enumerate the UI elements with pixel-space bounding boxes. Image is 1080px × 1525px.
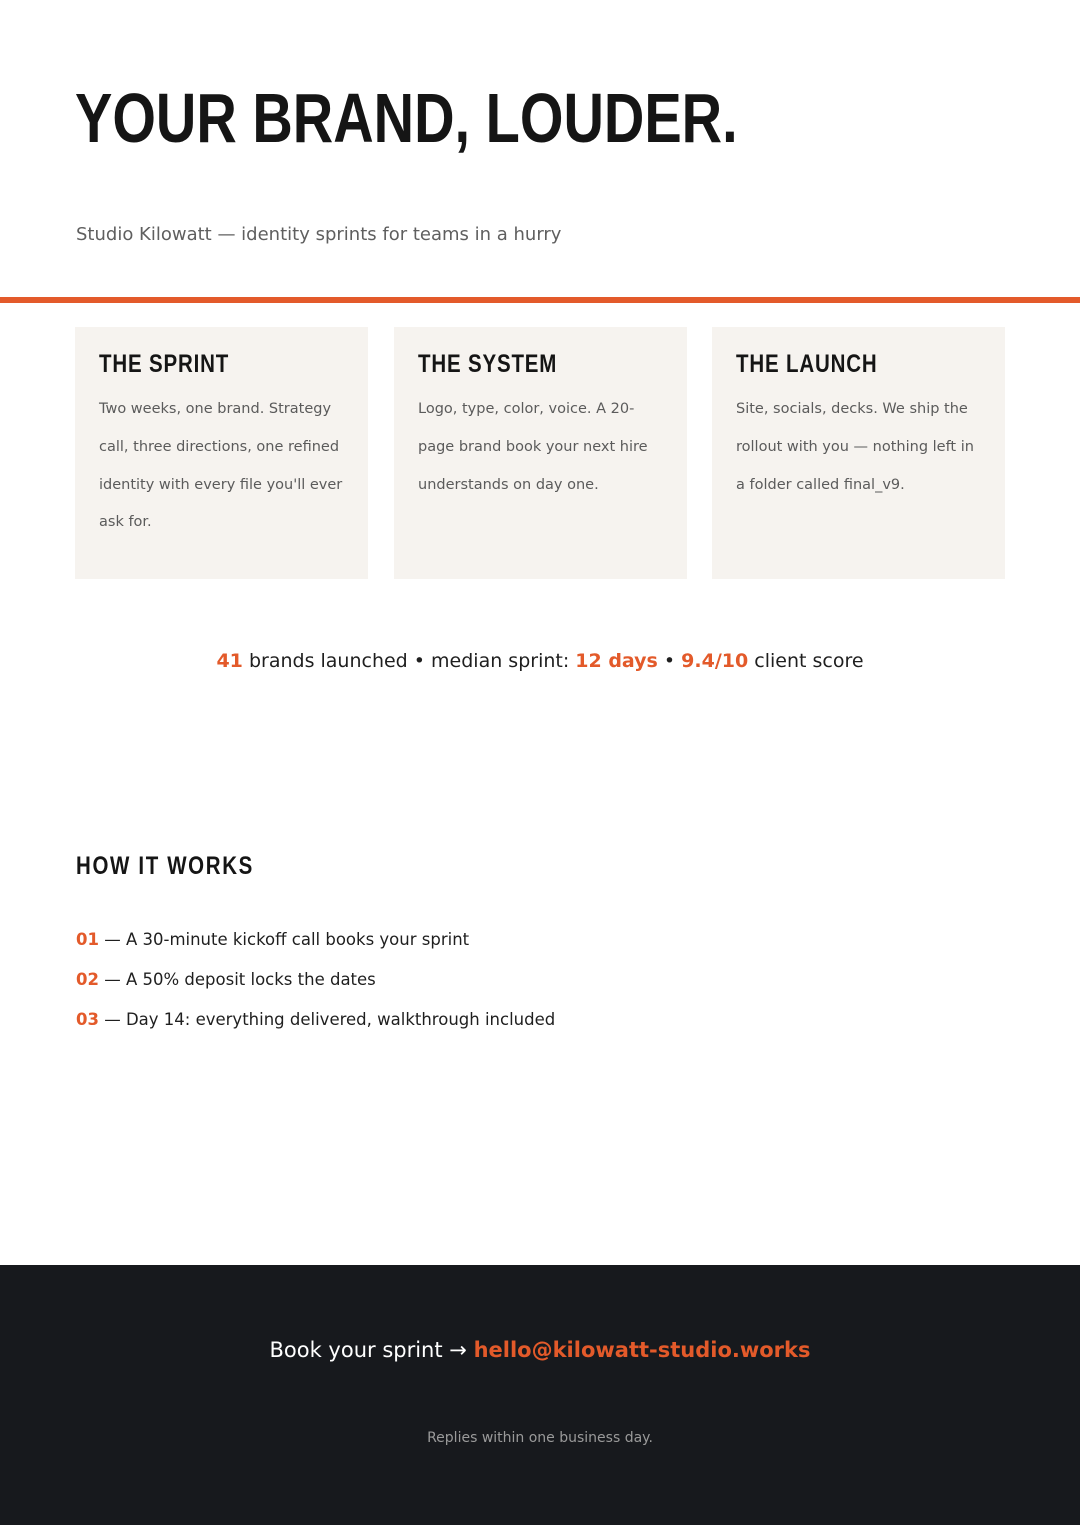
card-system (394, 327, 687, 579)
client-score-value: 9.4/10 (681, 650, 749, 672)
steps-list (76, 920, 555, 1040)
card-title: THE SPRINT (99, 350, 230, 378)
step-item (76, 960, 555, 1000)
median-sprint-value: 12 days (575, 650, 658, 672)
page-title: YOUR BRAND, LOUDER. (75, 79, 738, 157)
email-link[interactable]: hello@kilowatt-studio.works (473, 1338, 811, 1362)
stats-separator: • (657, 650, 682, 672)
section-title-how-it-works: HOW IT WORKS (76, 852, 254, 880)
card-text: Site, socials, decks. We ship the rollout with you — nothing left in a folder called final_v9. (736, 401, 974, 493)
cta-line (0, 1338, 1080, 1362)
step-item (76, 920, 555, 960)
card-title: THE LAUNCH (736, 350, 878, 378)
cta-text: Book your sprint → (269, 1338, 474, 1362)
client-score-label: client score (748, 650, 864, 672)
step-number: 01 (76, 930, 99, 949)
step-text: — Day 14: everything delivered, walkthrough included (98, 1010, 556, 1029)
card-sprint (75, 327, 368, 579)
brands-label: brands launched • median sprint: (242, 650, 576, 672)
step-text: — A 50% deposit locks the dates (98, 970, 376, 989)
step-number: 03 (76, 1010, 99, 1029)
accent-divider (0, 297, 1080, 303)
brands-count: 41 (216, 650, 243, 672)
footer (0, 1265, 1080, 1525)
card-title: THE SYSTEM (418, 350, 558, 378)
reply-note: Replies within one business day. (427, 1430, 653, 1446)
stats-line (0, 650, 1080, 672)
step-text: — A 30-minute kickoff call books your sprint (98, 930, 470, 949)
step-number: 02 (76, 970, 99, 989)
card-text: Logo, type, color, voice. A 20-page brand book your next hire understands on day one. (418, 401, 648, 493)
tagline: Studio Kilowatt — identity sprints for teams in a hurry (76, 224, 562, 245)
step-item (76, 1000, 555, 1040)
card-launch (712, 327, 1005, 579)
card-text: Two weeks, one brand. Strategy call, three directions, one refined identity with every file you'll ever ask for. (99, 401, 343, 531)
